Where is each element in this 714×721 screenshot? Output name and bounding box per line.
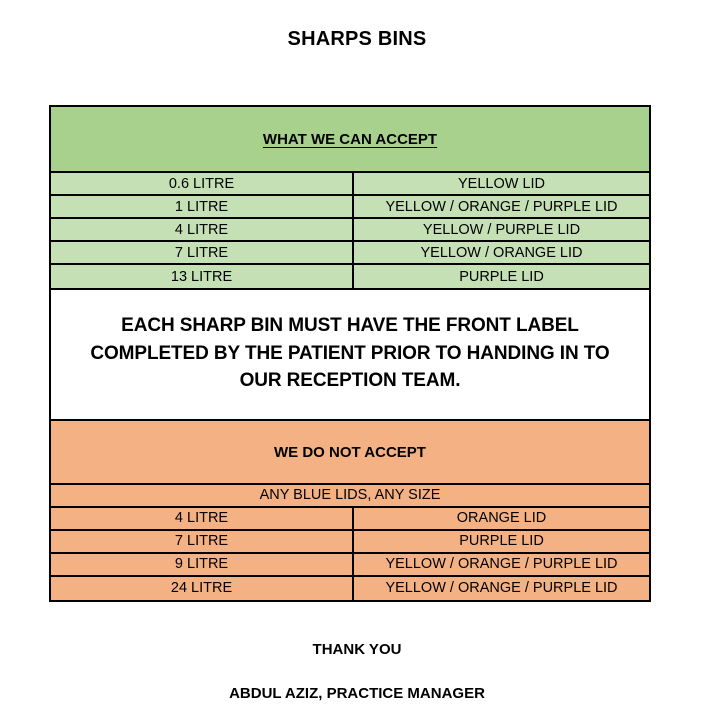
instruction-text: EACH SHARP BIN MUST HAVE THE FRONT LABEL COMPLETED BY THE PATIENT PRIOR TO HANDING IN TO OUR RECEPTION TEAM. bbox=[90, 315, 610, 392]
table-row bbox=[51, 265, 649, 288]
table-row bbox=[51, 242, 649, 265]
accept-lid-cell: YELLOW / ORANGE LID bbox=[420, 244, 583, 261]
table-row bbox=[51, 485, 649, 508]
reject-size-cell: 7 LITRE bbox=[51, 531, 354, 552]
accept-section-header-label: WHAT WE CAN ACCEPT bbox=[262, 130, 438, 148]
accept-lid-cell: YELLOW LID bbox=[457, 175, 546, 192]
table-row bbox=[51, 173, 649, 196]
table-row bbox=[51, 577, 649, 600]
accept-lid-cell: PURPLE LID bbox=[459, 268, 544, 285]
notice-page bbox=[0, 13, 714, 721]
sharps-bins-notice-board bbox=[49, 105, 651, 602]
reject-size-cell: 4 LITRE bbox=[51, 508, 354, 529]
accept-lid-cell: YELLOW / PURPLE LID bbox=[422, 221, 581, 238]
table-row bbox=[51, 196, 649, 219]
accept-size-cell: 13 LITRE bbox=[51, 265, 354, 288]
footer-thank-you: THANK YOU bbox=[312, 641, 402, 659]
reject-full-width-note: ANY BLUE LIDS, ANY SIZE bbox=[259, 487, 441, 504]
accept-size-cell: 7 LITRE bbox=[51, 242, 354, 263]
table-row bbox=[51, 554, 649, 577]
table-row bbox=[51, 508, 649, 531]
reject-lid-cell: YELLOW / ORANGE / PURPLE LID bbox=[385, 580, 618, 597]
reject-section-header-label: WE DO NOT ACCEPT bbox=[274, 443, 426, 461]
reject-lid-cell: ORANGE LID bbox=[456, 510, 547, 527]
accept-size-cell: 1 LITRE bbox=[51, 196, 354, 217]
accept-lid-cell: YELLOW / ORANGE / PURPLE LID bbox=[385, 198, 618, 215]
reject-lid-cell: YELLOW / ORANGE / PURPLE LID bbox=[385, 556, 618, 573]
reject-section-header bbox=[51, 421, 649, 485]
reject-size-cell: 24 LITRE bbox=[51, 577, 354, 600]
accept-size-cell: 4 LITRE bbox=[51, 219, 354, 240]
reject-lid-cell: PURPLE LID bbox=[459, 533, 544, 550]
accept-table bbox=[51, 173, 649, 290]
accept-section-header bbox=[51, 107, 649, 173]
footer-signature: ABDUL AZIZ, PRACTICE MANAGER bbox=[229, 685, 485, 703]
instruction-block bbox=[51, 290, 649, 421]
table-row bbox=[51, 531, 649, 554]
reject-table bbox=[51, 485, 649, 600]
accept-size-cell: 0.6 LITRE bbox=[51, 173, 354, 194]
footer bbox=[0, 641, 714, 703]
reject-size-cell: 9 LITRE bbox=[51, 554, 354, 575]
page-title: SHARPS BINS bbox=[287, 28, 427, 51]
table-row bbox=[51, 219, 649, 242]
